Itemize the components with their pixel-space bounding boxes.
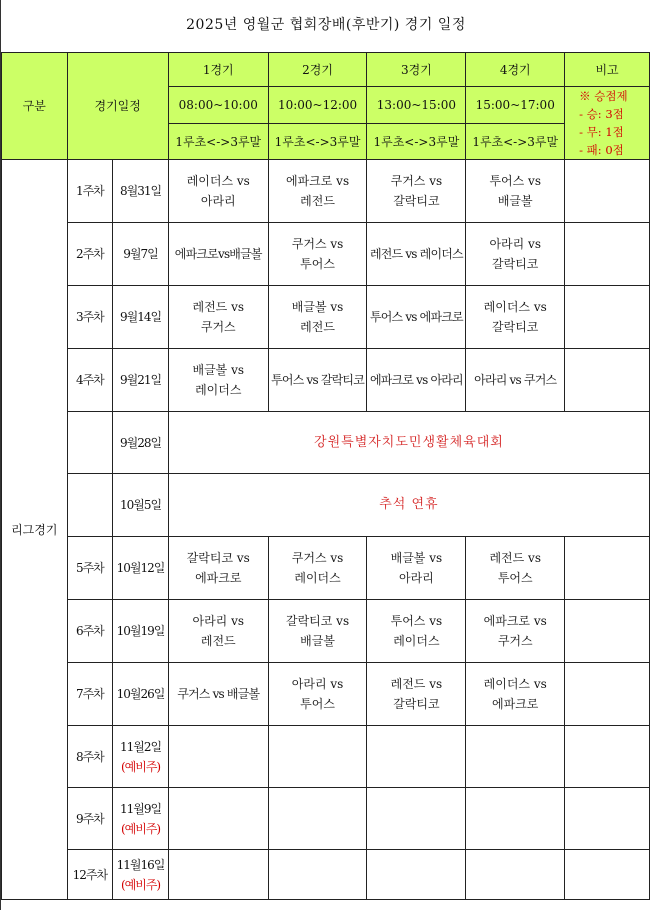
match-text: 쿠거스 vs — [291, 237, 344, 251]
empty-cell — [268, 850, 367, 900]
game-time-4: 15:00~17:00 — [466, 87, 565, 124]
match-text: 아라리 — [399, 571, 434, 585]
match-text: 레이더스 — [294, 571, 341, 585]
match-text: 레이더스 vs — [483, 677, 547, 691]
empty-cell — [367, 850, 466, 900]
week-cell: 7주차 — [67, 663, 113, 726]
game-time-3: 13:00~15:00 — [367, 87, 466, 124]
date-text: 9월28일 — [119, 435, 162, 450]
match-text: 배글볼 — [300, 634, 335, 648]
empty-cell — [565, 788, 650, 850]
date-cell — [113, 223, 169, 286]
game-time-1: 08:00~10:00 — [168, 87, 268, 124]
date-cell — [113, 600, 169, 663]
match-cell — [268, 160, 367, 223]
match-cell — [466, 349, 565, 412]
week-cell: 9주차 — [67, 788, 113, 850]
match-cell — [168, 160, 268, 223]
game-time-2: 10:00~12:00 — [268, 87, 367, 124]
match-text: 레전드 vs 레이더스 — [369, 247, 463, 261]
points-line: - 패: 0점 — [579, 143, 624, 157]
empty-cell — [466, 726, 565, 788]
match-text: 레전드 — [300, 194, 335, 208]
date-cell — [113, 726, 169, 788]
event-cell: 추석 연휴 — [168, 474, 649, 537]
game-label-1: 1경기 — [168, 53, 268, 87]
match-cell — [466, 223, 565, 286]
game-field-2: 1루초<->3루말 — [268, 124, 367, 160]
game-field-4: 1루초<->3루말 — [466, 124, 565, 160]
remarks-cell — [565, 223, 650, 286]
match-cell — [268, 349, 367, 412]
event-cell: 강원특별자치도민생활체육대회 — [168, 412, 649, 474]
match-cell — [466, 600, 565, 663]
empty-cell — [466, 850, 565, 900]
empty-cell — [565, 726, 650, 788]
game-label-3: 3경기 — [367, 53, 466, 87]
match-cell — [268, 223, 367, 286]
date-text: 10월5일 — [119, 498, 162, 512]
match-text: 레이더스 vs — [483, 300, 547, 314]
match-text: 갈락티코 — [393, 697, 440, 711]
league-label: 리그경기 — [2, 160, 68, 900]
match-cell — [367, 223, 466, 286]
match-text: 에파크로 vs — [483, 614, 547, 628]
week-cell: 2주차 — [67, 223, 113, 286]
date-text: 11월16일 — [116, 857, 165, 872]
match-cell — [367, 160, 466, 223]
week-cell: 12주차 — [67, 850, 113, 900]
match-cell — [367, 349, 466, 412]
date-cell — [113, 412, 169, 474]
match-text: 투어스 — [300, 697, 335, 711]
empty-cell — [168, 788, 268, 850]
week-cell: 8주차 — [67, 726, 113, 788]
points-line: - 승: 3점 — [579, 107, 624, 121]
remarks-cell — [565, 537, 650, 600]
empty-cell — [466, 788, 565, 850]
remarks-cell — [565, 160, 650, 223]
match-text: 에파크로vs배글볼 — [174, 247, 262, 261]
week-cell: 4주차 — [67, 349, 113, 412]
points-line: ※ 승점제 — [579, 89, 628, 103]
date-cell — [113, 663, 169, 726]
match-cell — [466, 663, 565, 726]
game-label-4: 4경기 — [466, 53, 565, 87]
date-cell — [113, 349, 169, 412]
week-cell — [67, 474, 113, 537]
match-cell — [466, 286, 565, 349]
date-text: 9월21일 — [119, 373, 162, 387]
match-text: 레전드 vs — [489, 551, 541, 565]
date-cell — [113, 474, 169, 537]
match-text: 레이더스 — [393, 634, 440, 648]
match-text: 쿠거스 — [497, 634, 533, 648]
date-text: 9월7일 — [123, 247, 158, 261]
match-text: 레전드 — [200, 634, 236, 648]
date-text: 10월12일 — [116, 561, 165, 575]
match-text: 쿠거스 vs — [291, 551, 344, 565]
match-cell — [367, 600, 466, 663]
match-cell — [367, 663, 466, 726]
empty-cell — [168, 726, 268, 788]
week-cell — [67, 412, 113, 474]
match-text: 쿠거스 — [200, 320, 236, 334]
reserve-label: (예비주) — [120, 877, 161, 892]
match-cell — [268, 286, 367, 349]
match-text: 아라리 vs — [489, 237, 541, 251]
week-cell: 6주차 — [67, 600, 113, 663]
match-cell — [168, 286, 268, 349]
match-text: 아라리 vs — [291, 677, 344, 691]
match-cell — [168, 600, 268, 663]
date-text: 10월26일 — [116, 687, 165, 701]
empty-cell — [565, 850, 650, 900]
reserve-label: (예비주) — [120, 821, 161, 836]
empty-cell — [268, 788, 367, 850]
match-cell — [268, 600, 367, 663]
match-text: 에파크로 — [195, 571, 242, 585]
match-cell — [168, 537, 268, 600]
match-cell — [466, 160, 565, 223]
match-text: 레이더스 — [195, 383, 242, 397]
match-text: 투어스 vs — [489, 174, 541, 188]
match-text: 갈락티코 — [492, 257, 539, 271]
match-text: 배글볼 vs — [291, 300, 344, 314]
match-text: 쿠거스 vs — [390, 174, 443, 188]
match-text: 투어스 vs 에파크로 — [369, 310, 463, 324]
match-text: 투어스 — [300, 257, 335, 271]
reserve-label: (예비주) — [120, 759, 161, 774]
schedule-table — [1, 52, 650, 900]
date-text: 8월31일 — [119, 184, 162, 198]
remarks-cell — [565, 286, 650, 349]
match-text: 레이더스 vs — [186, 174, 250, 188]
date-text: 9월14일 — [119, 310, 162, 324]
match-text: 갈락티코 — [393, 194, 440, 208]
match-text: 배글볼 vs — [390, 551, 443, 565]
match-text: 아라리 vs 쿠거스 — [474, 373, 557, 387]
week-cell: 1주차 — [67, 160, 113, 223]
empty-cell — [168, 850, 268, 900]
date-cell — [113, 788, 169, 850]
match-text: 에파크로 — [492, 697, 539, 711]
division-header: 구분 — [2, 53, 68, 160]
match-cell — [367, 286, 466, 349]
remarks-cell — [565, 349, 650, 412]
match-text: 레전드 — [300, 320, 335, 334]
empty-cell — [367, 788, 466, 850]
match-text: 에파크로 vs — [286, 174, 350, 188]
match-text: 아라리 — [200, 194, 236, 208]
match-cell — [268, 537, 367, 600]
empty-cell — [367, 726, 466, 788]
game-field-1: 1루초<->3루말 — [168, 124, 268, 160]
match-text: 투어스 vs — [390, 614, 443, 628]
week-cell: 5주차 — [67, 537, 113, 600]
match-text: 쿠거스 vs 배글볼 — [177, 687, 260, 701]
match-text: 아라리 vs — [192, 614, 245, 628]
schedule-header: 경기일정 — [67, 53, 168, 160]
date-cell — [113, 537, 169, 600]
date-text: 10월19일 — [116, 624, 165, 638]
match-cell — [268, 663, 367, 726]
points-note — [565, 87, 650, 160]
match-text: 갈락티코 vs — [186, 551, 250, 565]
points-line: - 무: 1점 — [579, 125, 624, 139]
match-text: 배글볼 — [497, 194, 533, 208]
remarks-cell — [565, 600, 650, 663]
match-cell — [168, 223, 268, 286]
match-text: 갈락티코 — [492, 320, 539, 334]
date-text: 11월9일 — [119, 801, 162, 816]
date-cell — [113, 286, 169, 349]
match-text: 레전드 vs — [390, 677, 443, 691]
match-text: 갈락티코 vs — [286, 614, 350, 628]
match-cell — [367, 537, 466, 600]
remarks-cell — [565, 663, 650, 726]
date-text: 11월2일 — [119, 739, 162, 754]
match-cell — [466, 537, 565, 600]
match-cell — [168, 663, 268, 726]
empty-cell — [268, 726, 367, 788]
match-text: 투어스 vs 갈락티코 — [271, 373, 365, 387]
match-text: 배글볼 vs — [192, 363, 245, 377]
week-cell: 3주차 — [67, 286, 113, 349]
match-cell — [168, 349, 268, 412]
match-text: 에파크로 vs 아라리 — [369, 373, 463, 387]
game-field-3: 1루초<->3루말 — [367, 124, 466, 160]
date-cell — [113, 850, 169, 900]
remarks-header: 비고 — [565, 53, 650, 87]
page-title: 2025년 영월군 협회장배(후반기) 경기 일정 — [186, 17, 466, 33]
match-text: 레전드 vs — [192, 300, 245, 314]
match-text: 투어스 — [497, 571, 533, 585]
date-cell — [113, 160, 169, 223]
game-label-2: 2경기 — [268, 53, 367, 87]
